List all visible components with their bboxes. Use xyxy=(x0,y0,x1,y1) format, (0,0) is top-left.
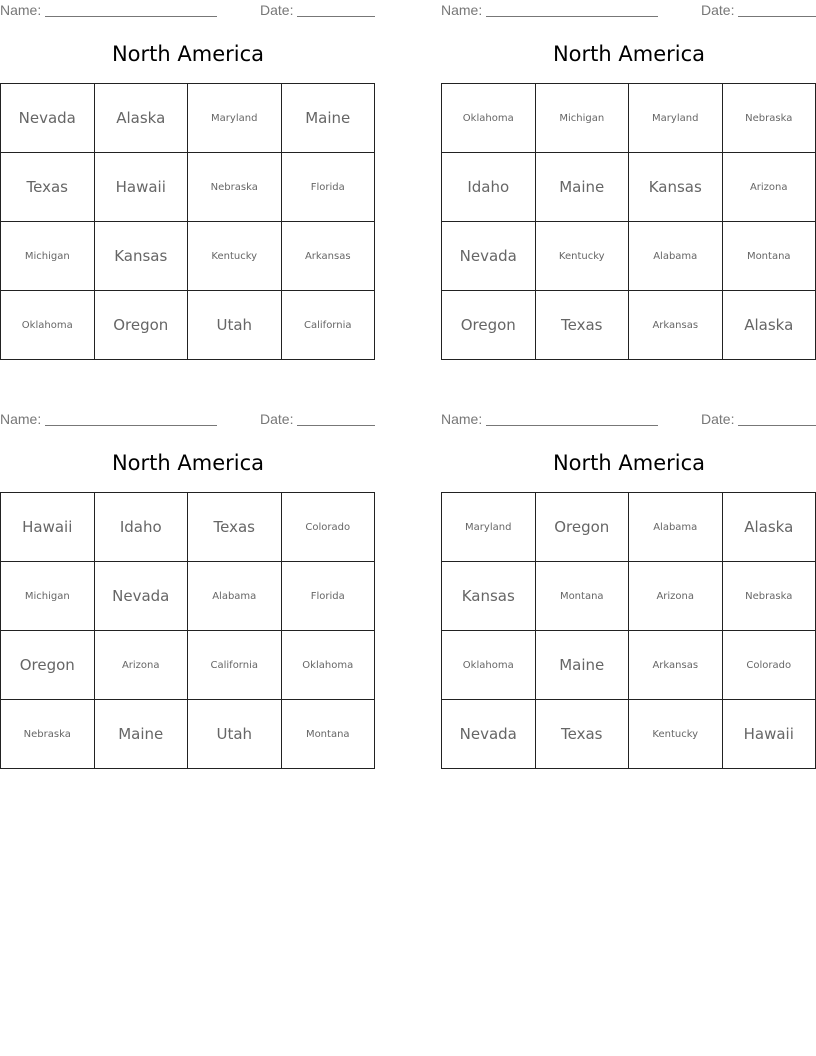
grid-row xyxy=(442,562,816,631)
grid-cell: Michigan xyxy=(1,222,95,291)
grid-cell: Oklahoma xyxy=(442,631,536,700)
name-blank-line xyxy=(45,16,217,17)
grid-cell: Utah xyxy=(188,700,282,769)
date-label: Date: xyxy=(260,411,294,427)
grid-cell: Nevada xyxy=(442,222,536,291)
grid-cell: Nebraska xyxy=(722,84,816,153)
grid-cell: Nebraska xyxy=(188,153,282,222)
grid-cell: Maryland xyxy=(442,493,536,562)
bingo-grid xyxy=(441,83,816,360)
grid-cell: Maine xyxy=(535,153,629,222)
grid-row xyxy=(1,153,375,222)
grid-row xyxy=(1,84,375,153)
grid-cell: Oklahoma xyxy=(1,291,95,360)
grid-cell: Oklahoma xyxy=(442,84,536,153)
grid-row xyxy=(442,291,816,360)
grid-cell: Arizona xyxy=(629,562,723,631)
grid-cell: Nebraska xyxy=(722,562,816,631)
grid-cell: Maryland xyxy=(629,84,723,153)
card-title: North America xyxy=(111,42,265,66)
grid-row xyxy=(442,153,816,222)
bingo-grid xyxy=(0,83,375,360)
grid-cell: Utah xyxy=(188,291,282,360)
grid-row xyxy=(442,222,816,291)
grid-cell: Kansas xyxy=(442,562,536,631)
grid-cell: Kansas xyxy=(629,153,723,222)
grid-cell: Texas xyxy=(188,493,282,562)
card-title: North America xyxy=(552,42,706,66)
grid-cell: Alabama xyxy=(188,562,282,631)
grid-cell: Oregon xyxy=(535,493,629,562)
grid-row xyxy=(442,700,816,769)
grid-row xyxy=(442,493,816,562)
name-label: Name: xyxy=(0,411,42,427)
grid-cell: Michigan xyxy=(535,84,629,153)
grid-row xyxy=(1,631,375,700)
grid-row xyxy=(1,222,375,291)
grid-cell: Alaska xyxy=(722,493,816,562)
date-label: Date: xyxy=(260,2,294,18)
bingo-card xyxy=(441,0,816,380)
grid-cell: Arizona xyxy=(94,631,188,700)
bingo-grid xyxy=(441,492,816,769)
grid-cell: Maine xyxy=(94,700,188,769)
grid-row xyxy=(442,84,816,153)
name-blank-line xyxy=(45,425,217,426)
grid-cell: Nevada xyxy=(442,700,536,769)
grid-cell: Oregon xyxy=(1,631,95,700)
grid-cell: Maine xyxy=(535,631,629,700)
card-header xyxy=(441,411,816,429)
grid-row xyxy=(1,291,375,360)
grid-cell: Nevada xyxy=(1,84,95,153)
grid-cell: Kentucky xyxy=(535,222,629,291)
grid-row xyxy=(1,562,375,631)
card-title: North America xyxy=(111,451,265,475)
bingo-card xyxy=(0,409,376,789)
grid-cell: Kentucky xyxy=(629,700,723,769)
grid-cell: Arkansas xyxy=(629,631,723,700)
grid-cell: Hawaii xyxy=(722,700,816,769)
grid-row xyxy=(1,700,375,769)
grid-cell: Montana xyxy=(281,700,375,769)
grid-cell: Colorado xyxy=(722,631,816,700)
name-blank-line xyxy=(486,425,658,426)
grid-cell: Arizona xyxy=(722,153,816,222)
grid-cell: Kansas xyxy=(94,222,188,291)
grid-cell: California xyxy=(281,291,375,360)
date-label: Date: xyxy=(701,2,735,18)
date-label: Date: xyxy=(701,411,735,427)
grid-cell: California xyxy=(188,631,282,700)
bingo-card xyxy=(441,409,816,789)
grid-cell: Florida xyxy=(281,562,375,631)
grid-cell: Oregon xyxy=(442,291,536,360)
grid-cell: Hawaii xyxy=(1,493,95,562)
grid-cell: Maryland xyxy=(188,84,282,153)
card-title: North America xyxy=(552,451,706,475)
card-header xyxy=(0,2,376,20)
date-blank-line xyxy=(738,425,816,426)
grid-cell: Maine xyxy=(281,84,375,153)
grid-row xyxy=(442,631,816,700)
bingo-card xyxy=(0,0,376,380)
grid-cell: Nevada xyxy=(94,562,188,631)
grid-cell: Arkansas xyxy=(629,291,723,360)
grid-cell: Texas xyxy=(1,153,95,222)
date-blank-line xyxy=(297,425,375,426)
name-label: Name: xyxy=(441,411,483,427)
grid-cell: Alaska xyxy=(94,84,188,153)
grid-cell: Kentucky xyxy=(188,222,282,291)
name-label: Name: xyxy=(441,2,483,18)
grid-cell: Alabama xyxy=(629,493,723,562)
grid-cell: Nebraska xyxy=(1,700,95,769)
name-blank-line xyxy=(486,16,658,17)
grid-cell: Alabama xyxy=(629,222,723,291)
grid-cell: Texas xyxy=(535,291,629,360)
grid-row xyxy=(1,493,375,562)
card-header xyxy=(441,2,816,20)
grid-cell: Montana xyxy=(535,562,629,631)
grid-cell: Oregon xyxy=(94,291,188,360)
grid-cell: Idaho xyxy=(442,153,536,222)
name-label: Name: xyxy=(0,2,42,18)
card-header xyxy=(0,411,376,429)
grid-cell: Montana xyxy=(722,222,816,291)
grid-cell: Idaho xyxy=(94,493,188,562)
grid-cell: Florida xyxy=(281,153,375,222)
grid-cell: Arkansas xyxy=(281,222,375,291)
date-blank-line xyxy=(297,16,375,17)
grid-cell: Oklahoma xyxy=(281,631,375,700)
grid-cell: Michigan xyxy=(1,562,95,631)
grid-cell: Colorado xyxy=(281,493,375,562)
date-blank-line xyxy=(738,16,816,17)
grid-cell: Alaska xyxy=(722,291,816,360)
bingo-grid xyxy=(0,492,375,769)
grid-cell: Texas xyxy=(535,700,629,769)
grid-cell: Hawaii xyxy=(94,153,188,222)
